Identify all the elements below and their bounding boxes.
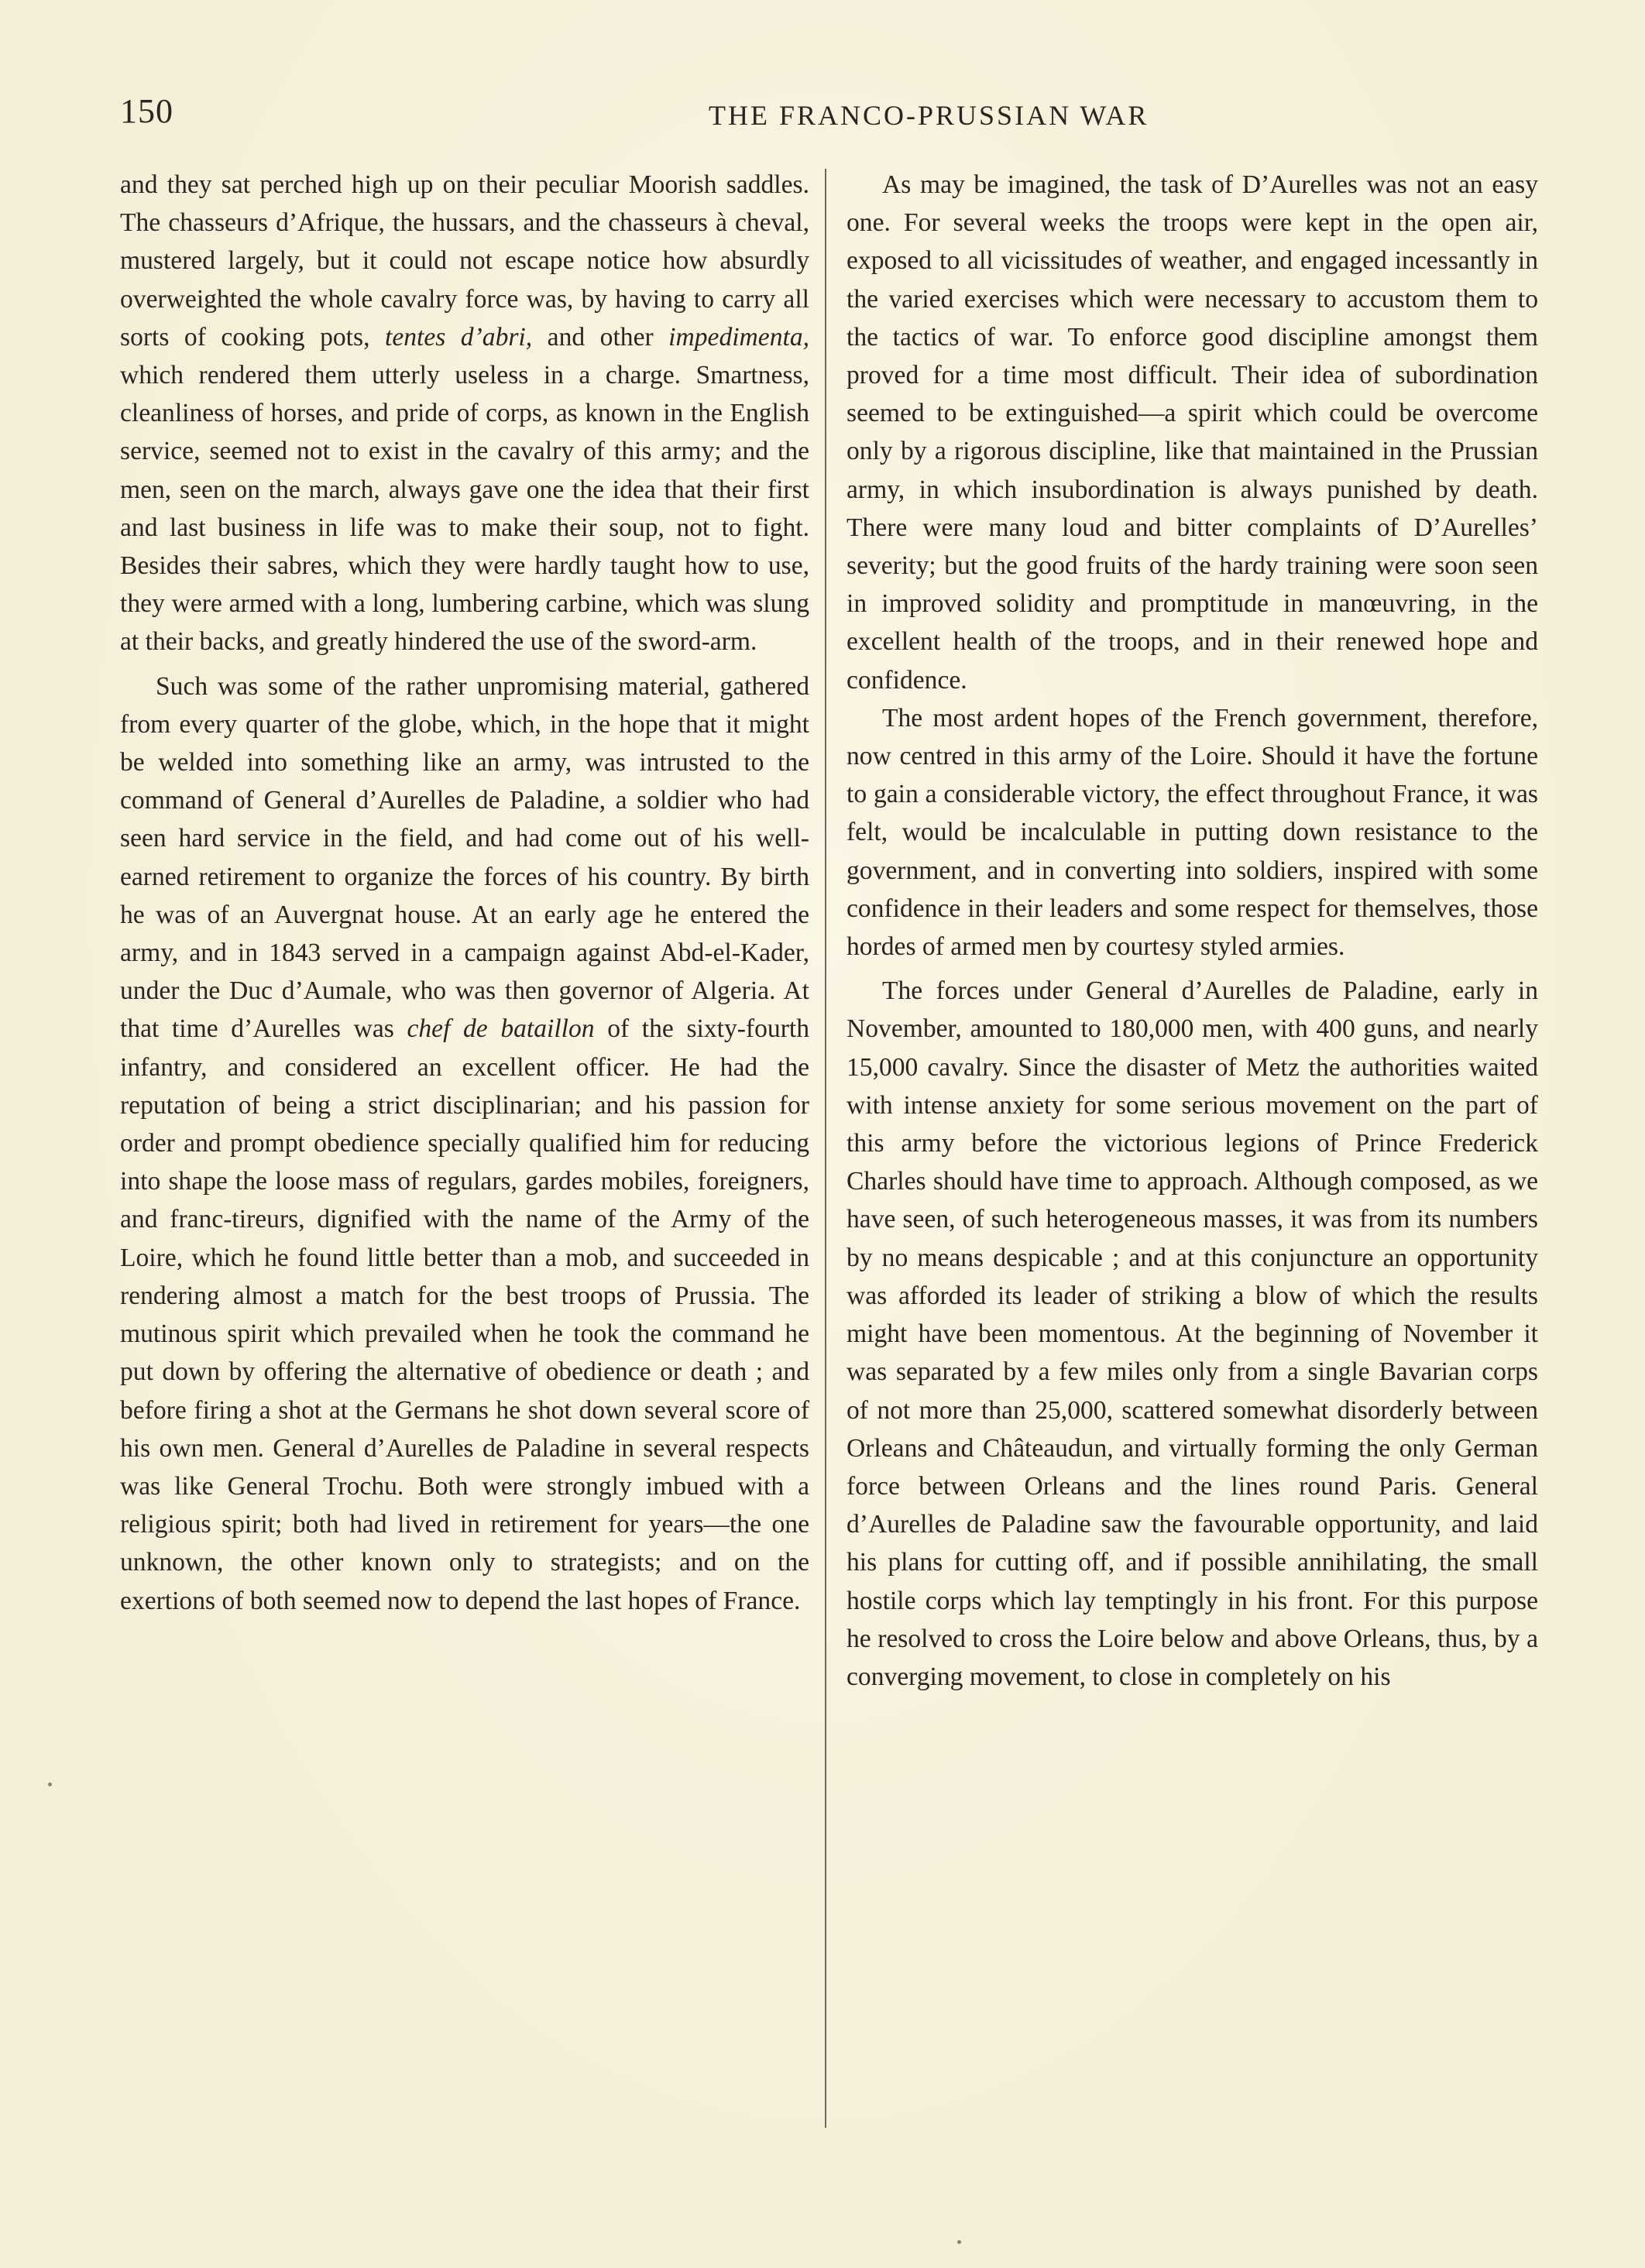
right-paragraph-1: As may be imagined, the task of D’Aurelles was not an easy one. For several weeks the troops were kept in the open air, exposed to all vicissitudes of weather, and engaged incessantly in the varied exercises which were necessary to accustom them to the tactics of war. To enforce good discipline amongst them proved for a time most difficult. Their idea of subordination seemed to be extinguished—a spirit which could be overcome only by a rigorous discipline, like that maintained in the Prussian army, in which insubordination is always punished by death. There were many loud and bitter complaints of D’Aurelles’ severity; but the good fruits of the hardy training were soon seen in improved solidity and promptitude in manœuvring, in the excellent health of the troops, and in their renewed hope and confidence. <box>847 170 1538 695</box>
right-paragraph-2: The most ardent hopes of the French government, therefore, now centred in this army of the Loire. Should it have the fortune to gain a considerable victory, the effect throughout France, it was felt, would be incalculable in putting down resistance to the government, and in converting into soldiers, inspired with some confidence in their leaders and some respect for themselves, those hordes of armed men by courtesy styled armies. <box>847 703 1538 962</box>
left-p1-italic-tentes: tentes d’abri, <box>384 322 533 352</box>
column-divider <box>825 169 826 2128</box>
left-p1-text: and they sat perched high up on their peculiar Moorish saddles. The chasseurs d’Afrique, the hussars, and the chasseurs à cheval, mustered largely, but it could not escape notice how absurdly overweighted the whole cavalry force was, by having to carry all sorts of cooking pots, <box>120 170 809 352</box>
margin-speck <box>48 1782 52 1786</box>
left-paragraph-2 <box>120 667 809 1620</box>
right-paragraph-3: The forces under General d’Aurelles de Paladine, early in November, amounted to 180,000 men, with 400 guns, and nearly 15,000 cavalry. Since the disaster of Metz the authorities waited with intense anxiety for some serious movement on the part of this army before the victorious legions of Prince Frederick Charles should have time to approach. Although composed, as we have seen, of such heterogeneous masses, it was from its numbers by no means despicable ; and at this conjuncture an opportunity was afforded its leader of striking a blow of which the results might have been momentous. At the beginning of November it was separated by a few miles only from a single Bavarian corps of not more than 25,000, scattered somewhat disorderly between Orleans and Châteaudun, and virtually forming the only German force between Orleans and the lines round Paris. General d’Aurelles de Paladine saw the favourable opportunity, and laid his plans for cutting off, and if possible annihilating, the small hostile corps which lay temptingly in his front. For this purpose he resolved to cross the Loire below and above Orleans, thus, by a converging movement, to close in completely on his <box>847 976 1538 1691</box>
page-header <box>120 91 1539 146</box>
left-p1-italic-impedimenta: impedimenta, <box>668 322 810 352</box>
left-p2-italic: chef de bataillon <box>407 1014 595 1044</box>
left-column <box>120 166 809 1620</box>
margin-speck <box>957 2240 961 2244</box>
left-p2-end: of the sixty-fourth infantry, and considered an excellent officer. He had the reputation of being a strict disciplinarian; and his passion for order and prompt obedience specially qualified him for reducing into shape the loose mass of regulars, gardes mobiles, foreigners, and franc-tireurs, dignified with the name of the Army of the Loire, which he found little better than a mob, and succeeded in rendering almost a match for the best troops of Prussia. The mutinous spirit which prevailed when he took the command he put down by offering the alternative of obedience or death ; and before firing a shot at the Germans he shot down several score of his own men. General d’Aurelles de Paladine in several respects was like General Trochu. Both were strongly imbued with a religious spirit; both had lived in retirement for years—the one unknown, the other known only to strategists; and on the exertions of both seemed now to depend the last hopes of France. <box>120 1014 809 1615</box>
page-number: 150 <box>120 92 173 130</box>
left-p1-end: which rendered them utterly useless in a charge. Smartness, cleanliness of horses, and pride of corps, as known in the English service, seemed not to exist in the cavalry of this army; and the men, seen on the march, always gave one the idea that their first and last business in life was to make their soup, not to fight. Besides their sabres, which they were hardly taught how to use, they were armed with a long, lumbering carbine, which was slung at their backs, and greatly hindered the use of the sword-arm. <box>120 361 809 657</box>
running-title: THE FRANCO-PRUSSIAN WAR <box>709 100 1149 131</box>
left-p2-start: Such was some of the rather unpromising material, gathered from every quarter of the globe, which, in the hope that it might be welded into something like an army, was intrusted to the command of General d’Aurelles de Paladine, a soldier who had seen hard service in the field, and had come out of his well-earned retirement to organize the forces of his country. By birth he was of an Auvergnat house. At an early age he entered the army, and in 1843 served in a campaign against Abd-el-Kader, under the Duc d’Aumale, who was then governor of Algeria. At that time d’Aurelles was <box>120 671 809 1044</box>
left-p1-mid: and other <box>547 322 654 352</box>
right-column <box>847 166 1538 1696</box>
left-paragraph-1 <box>120 166 809 661</box>
